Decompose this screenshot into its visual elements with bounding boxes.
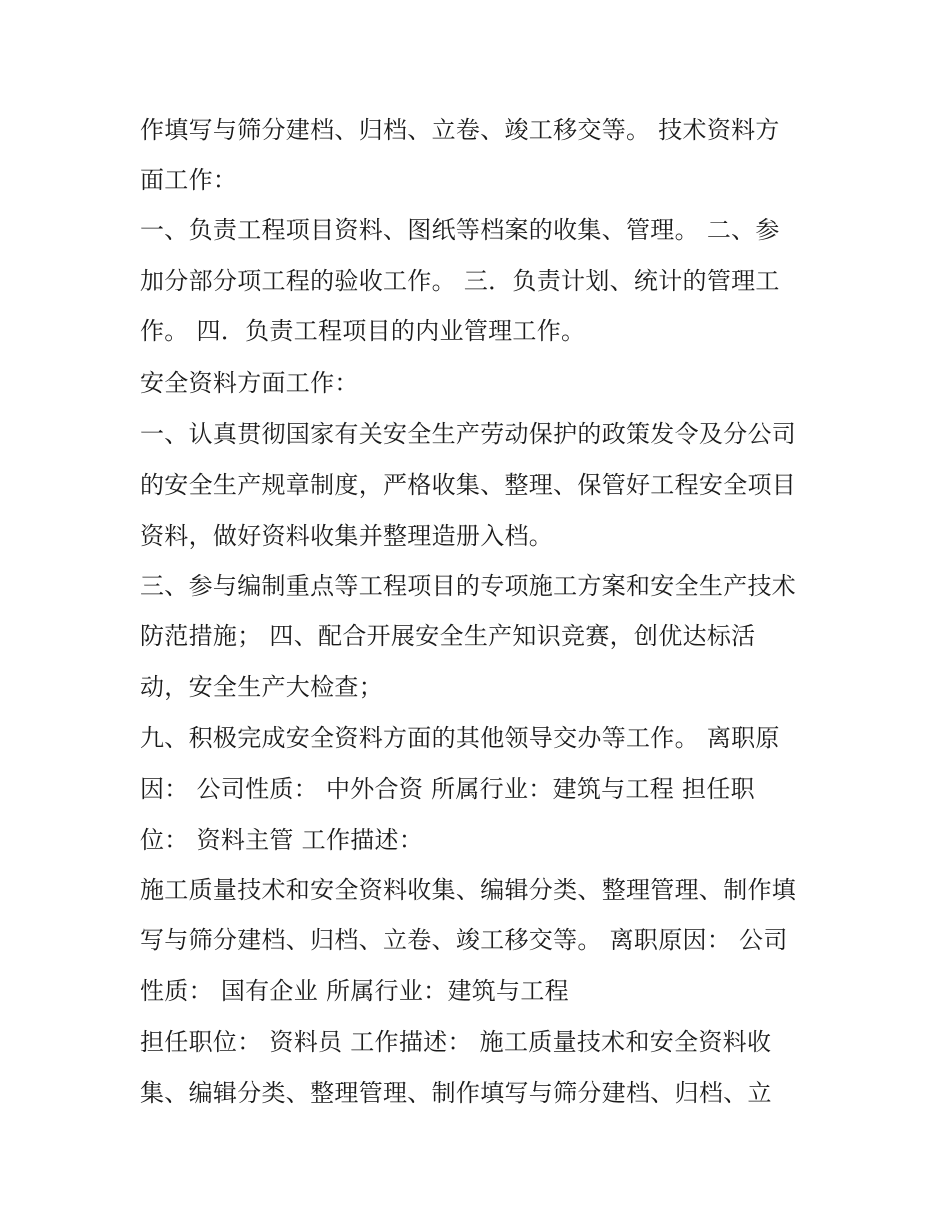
text-line-13: 九、积极完成安全资料方面的其他领导交办等工作。 离职原 xyxy=(140,724,780,752)
text-line-15: 位： 资料主管 工作描述： xyxy=(140,826,424,854)
text-line-4: 加分部分项工程的验收工作。 三．负责计划、统计的管理工 xyxy=(140,267,780,295)
text-line-17: 写与筛分建档、归档、立卷、竣工移交等。 离职原因： 公司 xyxy=(140,926,788,954)
text-line-9: 资料，做好资料收集并整理造册入档。 xyxy=(140,522,554,550)
text-line-20: 集、编辑分类、整理管理、制作填写与筛分建档、归档、立 xyxy=(140,1079,772,1107)
text-line-12: 动，安全生产大检查； xyxy=(140,673,383,701)
text-line-7: 一、认真贯彻国家有关安全生产劳动保护的政策发令及分公司 xyxy=(140,420,797,448)
text-line-5: 作。 四．负责工程项目的内业管理工作。 xyxy=(140,317,586,345)
text-line-11: 防范措施； 四、配合开展安全生产知识竞赛，创优达标活 xyxy=(140,622,756,650)
text-line-6: 安全资料方面工作： xyxy=(140,369,359,397)
text-line-16: 施工质量技术和安全资料收集、编辑分类、整理管理、制作填 xyxy=(140,876,797,904)
text-line-3: 一、负责工程项目资料、图纸等档案的收集、管理。 二、参 xyxy=(140,216,780,244)
text-line-18: 性质： 国有企业 所属行业：建筑与工程 xyxy=(140,977,569,1005)
text-line-2: 面工作： xyxy=(140,166,238,194)
text-line-10: 三、参与编制重点等工程项目的专项施工方案和安全生产技术 xyxy=(140,572,797,600)
text-line-1: 作填写与筛分建档、归档、立卷、竣工移交等。 技术资料方 xyxy=(140,116,780,144)
text-line-8: 的安全生产规章制度，严格收集、整理、保管好工程安全项目 xyxy=(140,471,797,499)
text-line-14: 因： 公司性质： 中外合资 所属行业：建筑与工程 担任职 xyxy=(140,775,755,803)
text-line-19: 担任职位： 资料员 工作描述： 施工质量技术和安全资料收 xyxy=(140,1028,772,1056)
